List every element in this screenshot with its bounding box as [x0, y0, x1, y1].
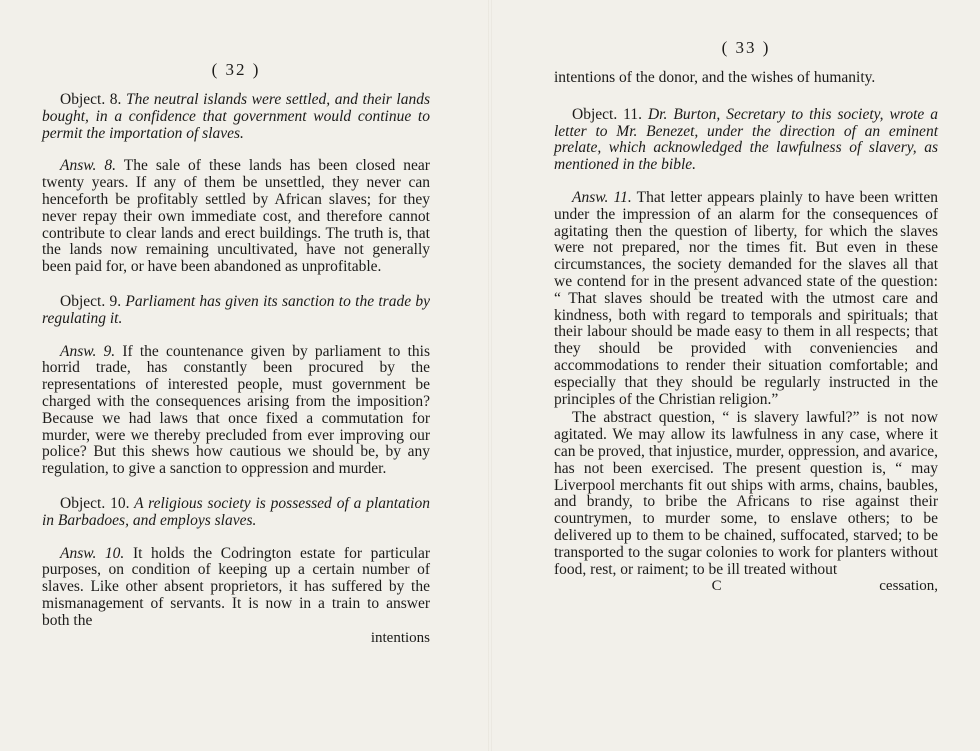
catchword-left: intentions [370, 629, 430, 646]
continuation-text: intentions of the donor, and the wishes of humanity. [554, 69, 876, 86]
answer-8: Answ. 8. The sale of these lands has been closed near twenty years. If any of them be unsettled, they never can henceforth be profitably settled by African slaves; for they never repay their own immediate cost, and therefore cannot contribute to clear lands and erect buildings. The truth is, that the lands now remaining uncultivated, have not generally been paid for, or have been abandoned as unprofitable. [42, 157, 430, 276]
page-number-right: ( 33 ) [721, 38, 771, 57]
objection-9: Object. 9. Parliament has given its sanction to the trade by regulating it. [42, 292, 430, 327]
footer-row [554, 578, 938, 595]
answer-11: Answ. 11. That letter appears plainly to have been written under the impression of an alarm for the consequences of agitating then the question of liberty, for which the slaves were not prepared, nor the times fit. But even in these circumstances, the society demanded for the slaves all that we contend for in the present advanced state of the question: “ That slaves should be treated with the utmost care and kindness, both with regard to temporals and spirituals; that their labour should be made easy to them in all respects; that they should be provided with conveniencies and accommodations to render their situation comfortable; and especially that they should be regularly instructed in the principles of the Christian religion.” [554, 188, 938, 408]
paragraph-abstract-question: The abstract question, “ is slavery lawful?” is not now agitated. We may allow its lawfulness in any case, where it can be proved, that injustice, murder, oppression, and avarice, has not been exercised. The present question is, “ may Liverpool merchants fit out ships with arms, chains, baubles, and brandy, to bribe the Africans to rise against their countrymen, to murder some, to enslave others; to be delivered up to them to be chained, suffocated, starved; to be transported to the sugar colonies to work for planters without food, rest, or raiment; to be ill treated without [554, 409, 938, 578]
right-page [490, 0, 980, 751]
objection-10: Object. 10. A religious society is possessed of a plantation in Barbadoes, and employs slaves. [42, 494, 430, 529]
objection-8: Object. 8. The neutral islands were settled, and their lands bought, in a confidence that government would continue to permit the importation of slaves. [42, 91, 430, 142]
page-number-left: ( 32 ) [211, 60, 261, 79]
signature-mark: C [711, 578, 722, 595]
answer-10: Answ. 10. It holds the Codrington estate for particular purposes, on condition of keeping up a certain number of slaves. Like other absent proprietors, it has suffered by the mismanagement of servants. It is now in a train to answer both the [42, 544, 430, 629]
catchword-right: cessation, [879, 578, 938, 595]
answer-9: Answ. 9. If the countenance given by parliament to this horrid trade, has constantly been procured by the representations of interested people, must government be charged with the consequences arising from the imposition? Because we had laws that once fixed a commutation for murder, were we thereby precluded from ever improving our police? But this shews how cautious we should be, by any regulation, to give a sanction to oppression and murder. [42, 342, 430, 478]
objection-11: Object. 11. Dr. Burton, Secretary to this society, wrote a letter to Mr. Benezet, under the direction of an eminent prelate, which acknowledged the lawfulness of slavery, as mentioned in the bible. [554, 105, 939, 174]
